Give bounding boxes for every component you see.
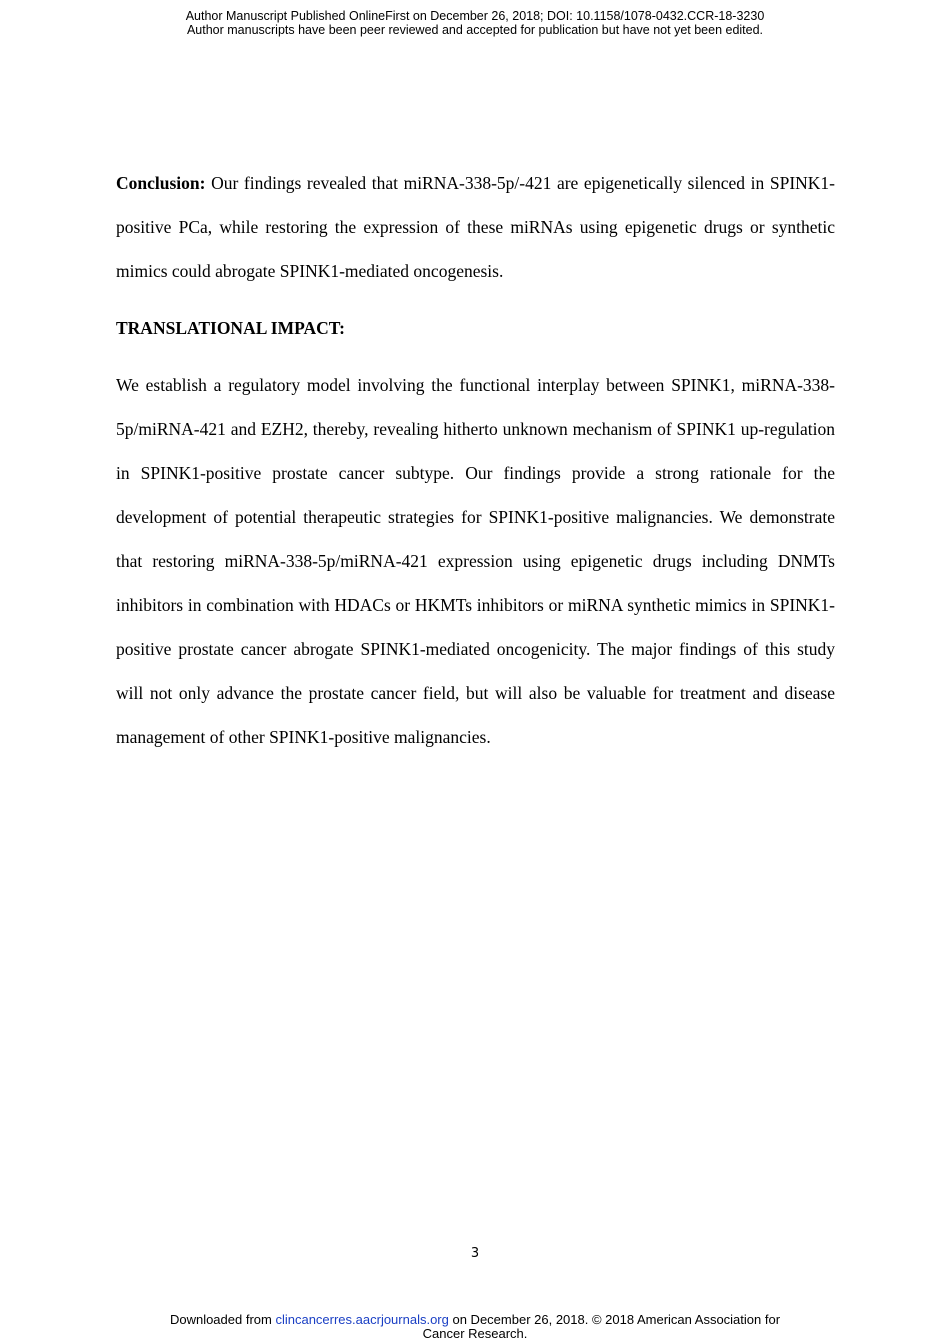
journal-link[interactable]: clincancerres.aacrjournals.org [275, 1312, 449, 1327]
conclusion-section [116, 161, 835, 293]
footer-prefix: Downloaded from [169, 1312, 276, 1327]
translational-impact-heading: TRANSLATIONAL IMPACT: [116, 318, 345, 338]
footer-line-2: Cancer Research. [422, 1326, 528, 1341]
conclusion-label: Conclusion: [116, 173, 206, 193]
download-footer [0, 1313, 950, 1341]
translational-impact-paragraph: We establish a regulatory model involving the functional interplay between SPINK1, miRNA-338-5p/miRNA-421 and EZH2, thereby, revealing hitherto unknown mechanism of SPINK1 up-regulation in SPINK1-positive prostate cancer subtype. Our findings provide a strong rationale for the development of potential therapeutic strategies for SPINK1-positive malignancies. We demonstrate that restoring miRNA-338-5p/miRNA-421 expression using epigenetic drugs including DNMTs inhibitors in combination with HDACs or HKMTs inhibitors or miRNA synthetic mimics in SPINK1-positive prostate cancer abrogate SPINK1-mediated oncogenicity. The major findings of this study will not only advance the prostate cancer field, but will also be valuable for treatment and disease management of other SPINK1-positive malignancies. [116, 375, 835, 747]
header-line-2: Author manuscripts have been peer reviewed and accepted for publication but have not yet been edited. [186, 23, 764, 37]
page-number: 3 [470, 1246, 480, 1261]
conclusion-text: Our findings revealed that miRNA-338-5p/-421 are epigenetically silenced in SPINK1-positive PCa, while restoring the expression of these miRNAs using epigenetic drugs or synthetic mimics could abrogate SPINK1-mediated oncogenesis. [116, 173, 835, 281]
footer-suffix: on December 26, 2018. © 2018 American Association for [448, 1312, 781, 1327]
header-line-1: Author Manuscript Published OnlineFirst on December 26, 2018; DOI: 10.1158/1078-0432.CCR-18-3230 [185, 9, 765, 23]
translational-impact-section [116, 363, 835, 759]
conclusion-paragraph [116, 161, 835, 293]
footer-line-1 [0, 1313, 950, 1327]
manuscript-header [0, 9, 950, 37]
